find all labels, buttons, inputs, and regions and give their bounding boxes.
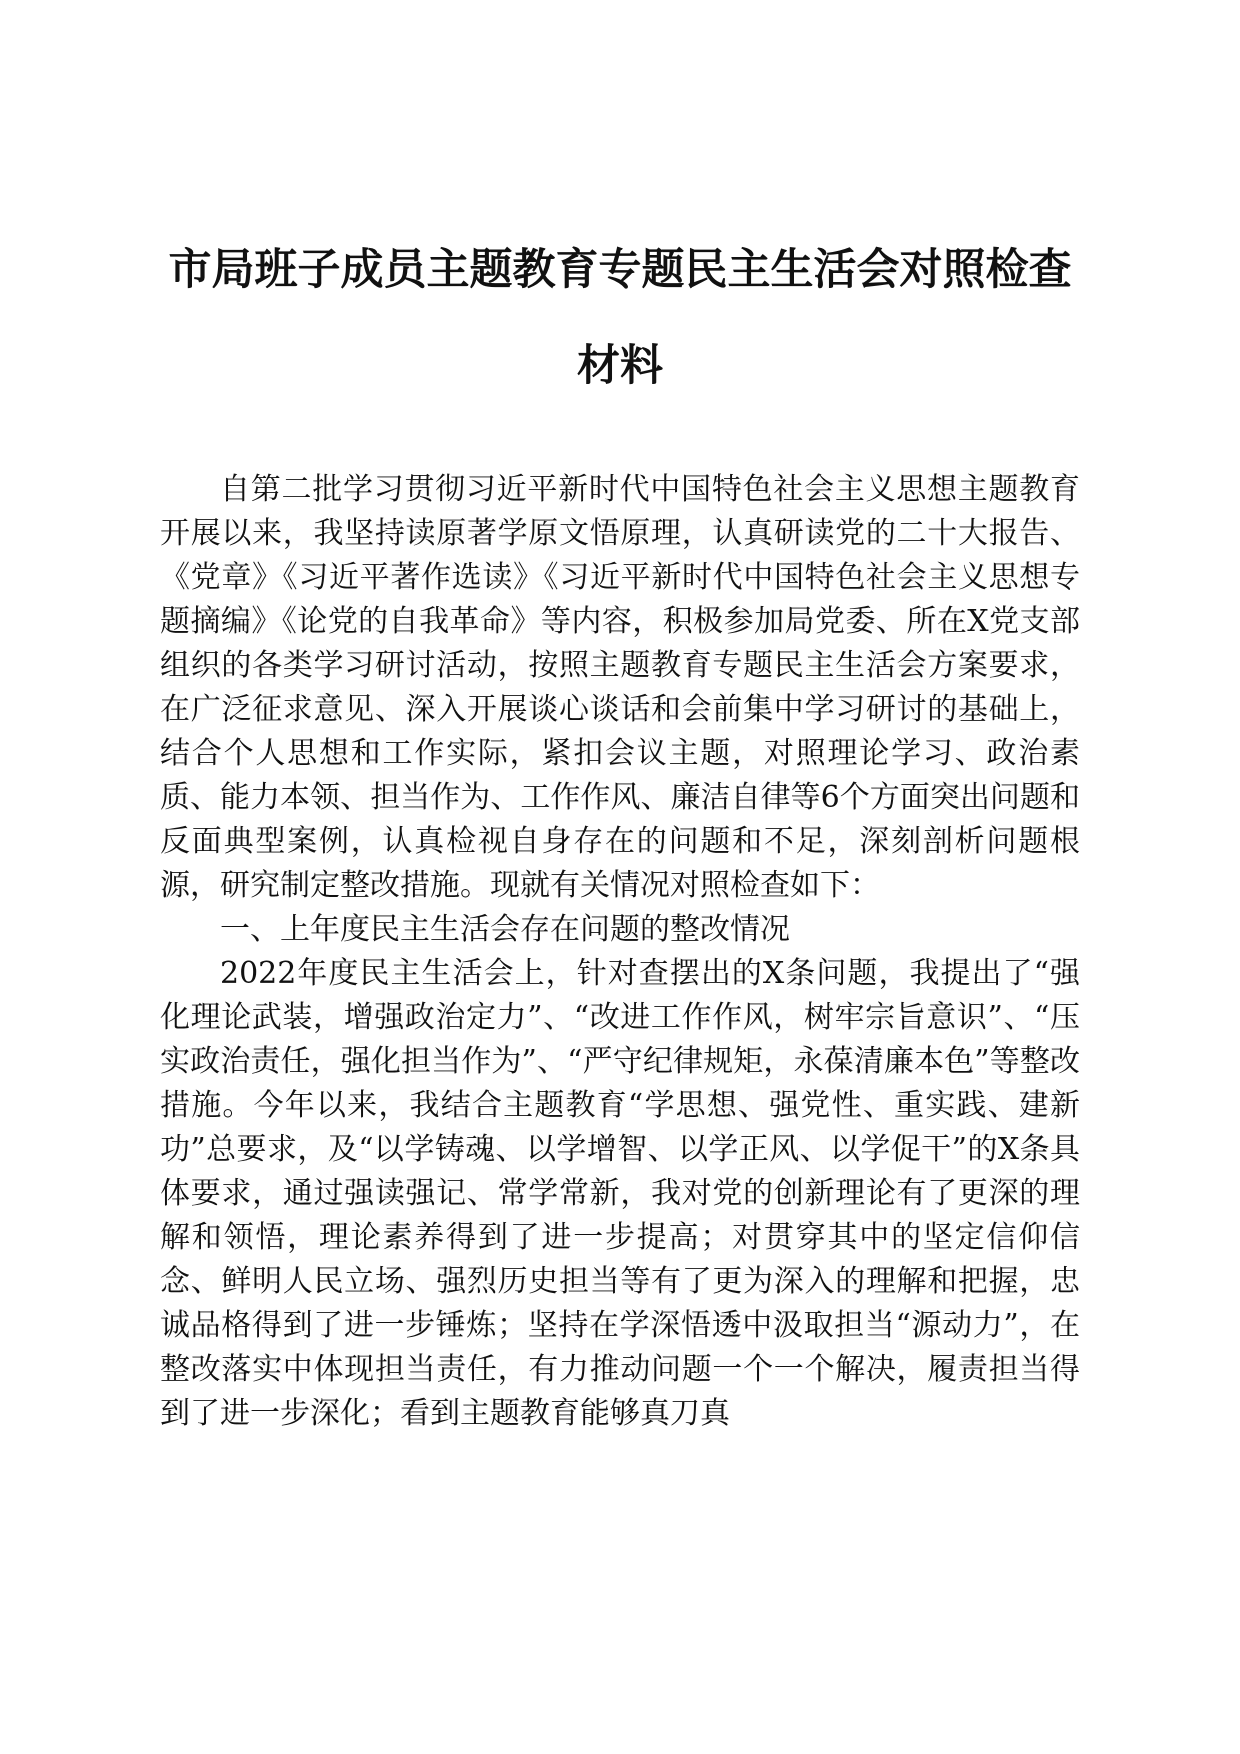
intro-paragraph: 自第二批学习贯彻习近平新时代中国特色社会主义思想主题教育开展以来，我坚持读原著学原文悟原理，认真研读党的二十大报告、《党章》《习近平著作选读》《习近平新时代中国特色社会主义思想专题摘编》《论党的自我革命》等内容，积极参加局党委、所在X党支部组织的各类学习研讨活动，按照主题教育专题民主生活会方案要求，在广泛征求意见、深入开展谈心谈话和会前集中学习研讨的基础上，结合个人思想和工作实际，紧扣会议主题，对照理论学习、政治素质、能力本领、担当作为、工作作风、廉洁自律等6个方面突出问题和反面典型案例，认真检视自身存在的问题和不足，深刻剖析问题根源，研究制定整改措施。现就有关情况对照检查如下：: [160, 472, 1080, 903]
document-body: [160, 468, 1080, 1436]
section-heading: 一、上年度民主生活会存在问题的整改情况: [220, 912, 790, 947]
document-title: 市局班子成员主题教育专题民主生活会对照检查材料: [168, 245, 1072, 391]
section-paragraph: 2022年度民主生活会上，针对查摆出的X条问题，我提出了“强化理论武装，增强政治定力”、“改进工作作风，树牢宗旨意识”、“压实政治责任，强化担当作为”、“严守纪律规矩，永葆清廉本色”等整改措施。今年以来，我结合主题教育“学思想、强党性、重实践、建新功”总要求，及“以学铸魂、以学增智、以学正风、以学促干”的X条具体要求，通过强读强记、常学常新，我对党的创新理论有了更深的理解和领悟，理论素养得到了进一步提高；对贯穿其中的坚定信仰信念、鲜明人民立场、强烈历史担当等有了更为深入的理解和把握，忠诚品格得到了进一步锤炼；坚持在学深悟透中汲取担当“源动力”，在整改落实中体现担当责任，有力推动问题一个一个解决，履责担当得到了进一步深化；看到主题教育能够真刀真: [160, 956, 1080, 1431]
